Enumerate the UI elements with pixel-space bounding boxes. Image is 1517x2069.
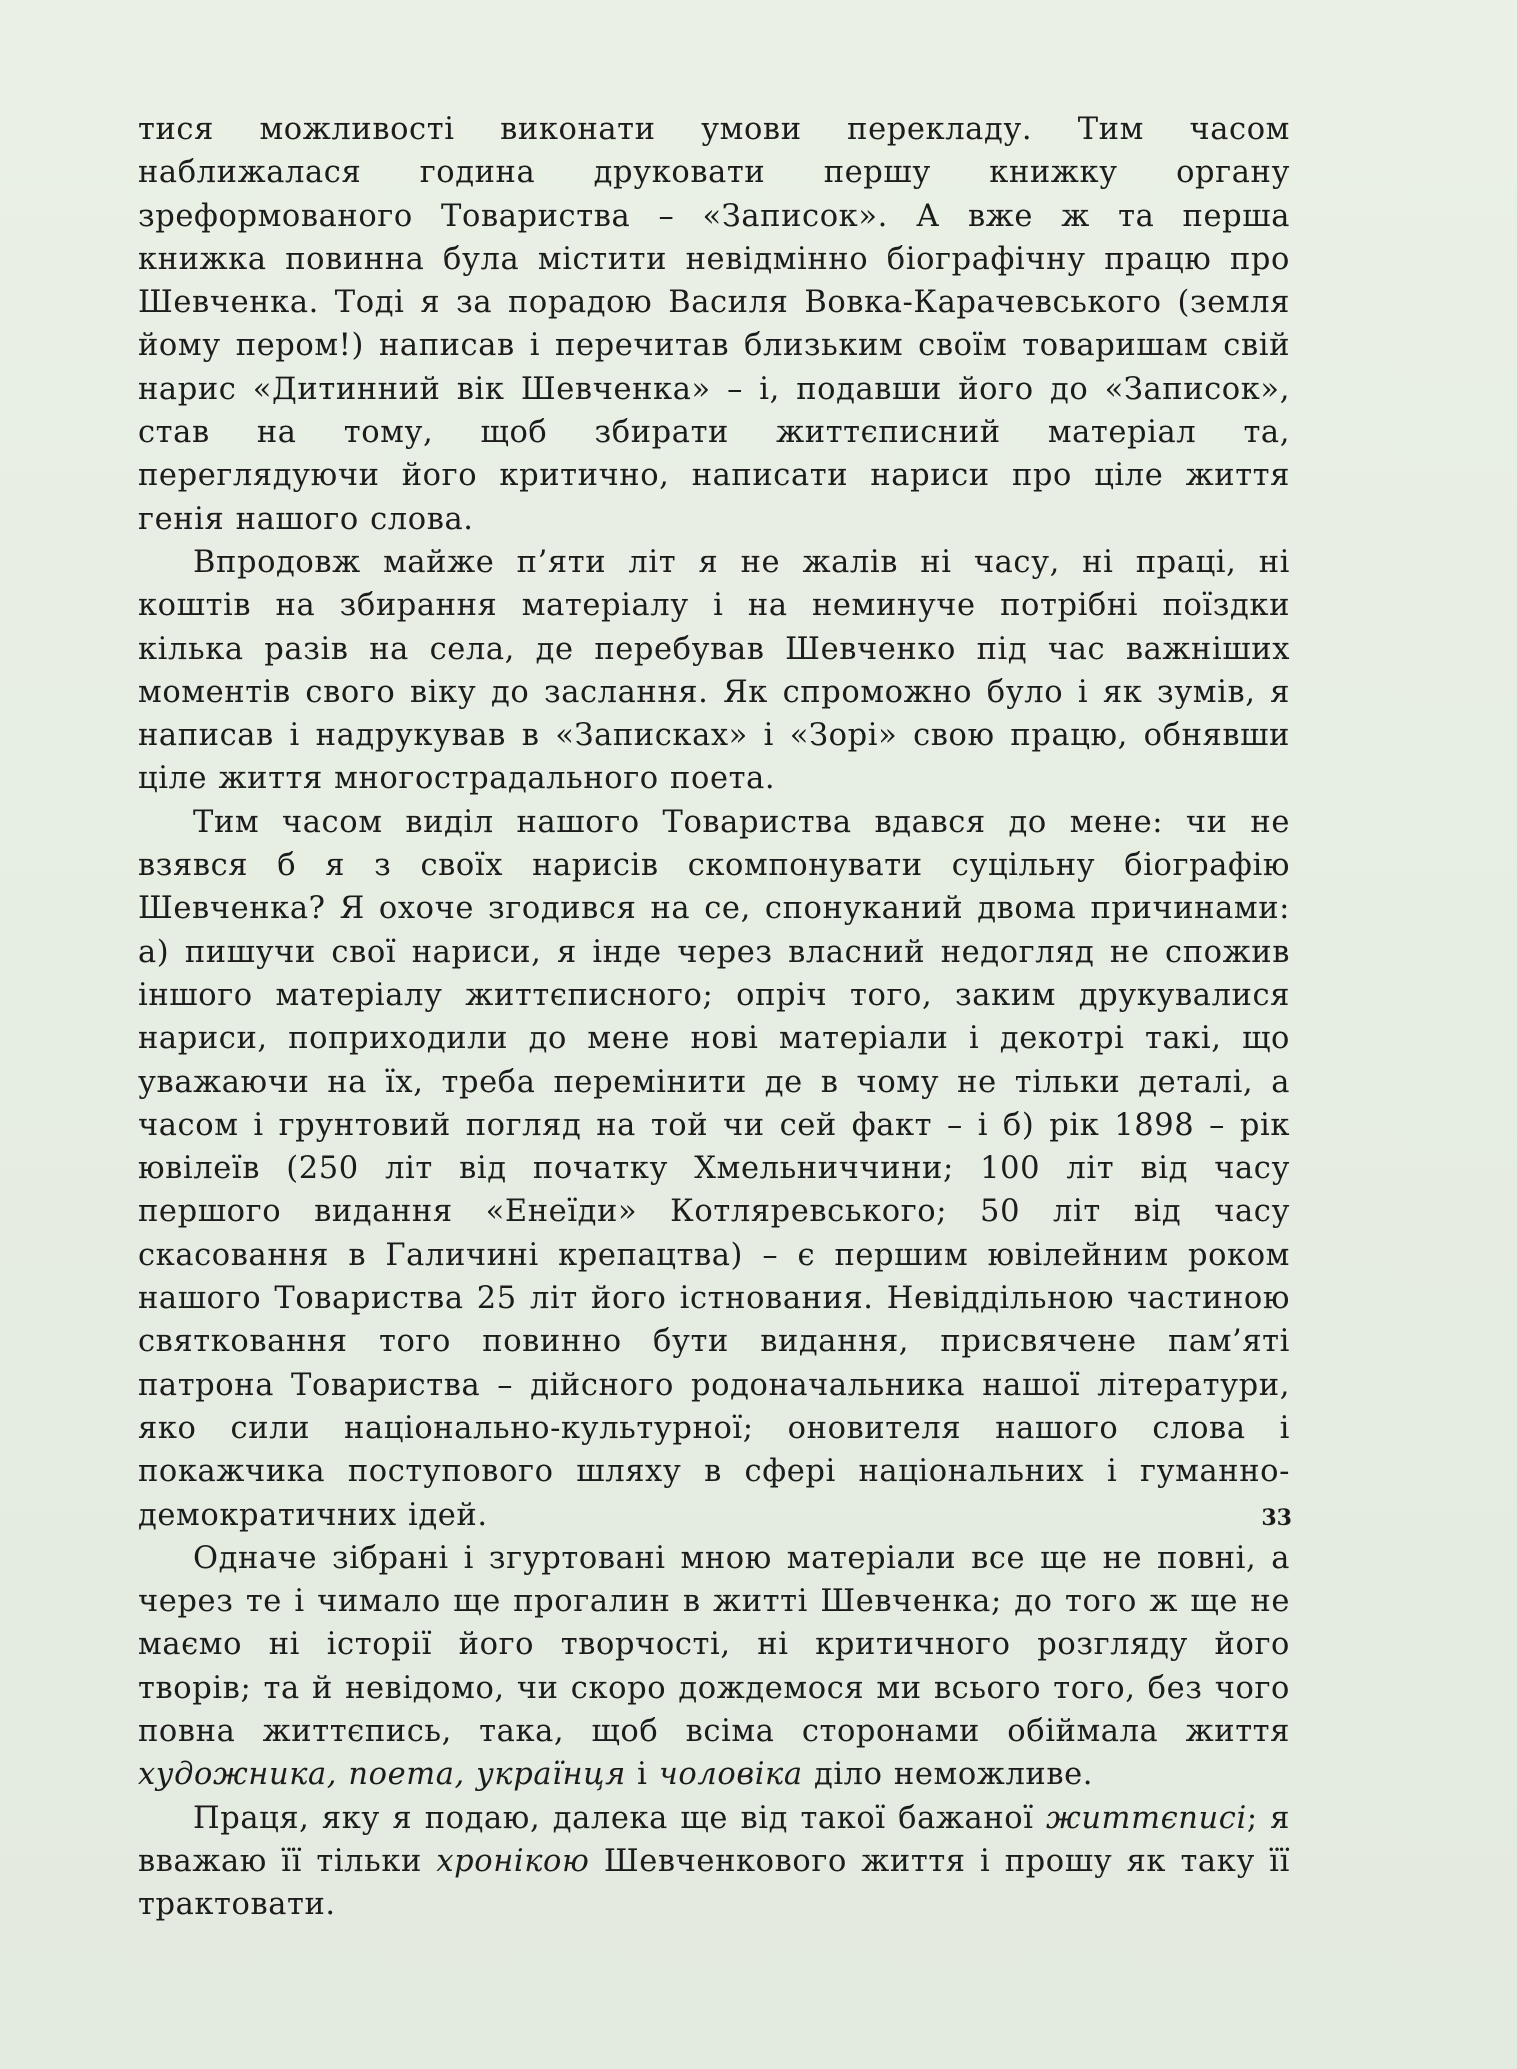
text-run: тися можливості виконати умови перекладу. Тим часом наближалася година друковати першу книжку органу зреформованого Товариства – «Записок». А вже ж та перша книжка повинна була містити невідмінно біографічну працю про Шевченка. Тоді я за порадою Василя Вовка-Карачевського (земля йому пером!) написав і перечитав близьким своїм товаришам свій нарис «Дитинний вік Шевченка» – і, подавши його до «Записок», став на тому, щоб збирати життєписний матеріал та, переглядуючи його критично, написати нариси про ціле життя генія нашого слова. xyxy=(138,112,1290,537)
text-run: Праця, яку я подаю, далека ще від такої бажаної xyxy=(193,1800,1047,1836)
paragraph-4 xyxy=(138,1537,1290,1797)
text-run: Одначе зібрані і згуртовані мною матеріали все ще не повні, а через те і чимало ще прогалин в житті Шевченка; до того ж ще не маємо ні історії його творчості, ні критичного розгляду його творів; та й невідомо, чи скоро дождемося ми всього того, без чого повна життєпись, така, щоб всіма сторонами обіймала життя xyxy=(138,1540,1290,1749)
paragraph-1 xyxy=(138,108,1290,541)
italic-text: хронікою xyxy=(436,1843,590,1879)
text-run: ; я вважаю її тільки xyxy=(138,1800,1290,1879)
paragraph-5 xyxy=(138,1797,1290,1927)
italic-text: чоловіка xyxy=(658,1757,803,1793)
text-run: і xyxy=(625,1757,659,1793)
text-run: Впродовж майже п’яти літ я не жалів ні часу, ні праці, ні коштів на збирання матеріалу і на неминуче потрібні поїздки кілька разів на села, де перебував Шевченко під час важніших моментів свого віку до заслання. Як спроможно було і як зумів, я написав і надрукував в «Записках» і «Зорі» свою працю, обнявши ціле життя многострадального поета. xyxy=(138,544,1290,797)
text-run: діло неможливе. xyxy=(802,1757,1094,1793)
italic-text: художника, поета, українця xyxy=(138,1757,626,1793)
paragraph-3 xyxy=(138,801,1290,1537)
page-number: 33 xyxy=(1261,1505,1292,1531)
body-text xyxy=(138,108,1290,1926)
text-run: Шевченкового життя і прошу як таку її трактовати. xyxy=(138,1843,1290,1923)
text-run: Тим часом виділ нашого Товариства вдався до мене: чи не взявся б я з своїх нарисів скомпонувати суцільну біографію Шевченка? Я охоче згодився на се, спонуканий двома причинами: а) пишучи свої нариси, я інде через власний недогляд не спожив іншого матеріалу життєписного; опріч того, заким друкувалися нариси, поприходили до мене нові матеріали і декотрі такі, що уважаючи на їх, треба перемінити де в чому не тільки деталі, а часом і грунтовий погляд на той чи сей факт – і б) рік 1898 – рік ювілеїв (250 літ від початку Хмельниччини; 100 літ від часу першого видання «Енеїди» Котляревського; 50 літ від часу скасовання в Галичині крепацтва) – є першим ювілейним роком нашого Товариства 25 літ його істнования. Невіддільною частиною святковання того повинно бути видання, присвячене пам’яті патрона Товариства – дійсного родоначальника нашої літератури, яко сили національно-культурної; оновителя нашого слова і покажчика поступового шляху в сфері національних і гуманно-демократичних ідей. xyxy=(138,804,1290,1533)
italic-text: життєписі xyxy=(1046,1800,1247,1836)
paragraph-2 xyxy=(138,541,1290,801)
